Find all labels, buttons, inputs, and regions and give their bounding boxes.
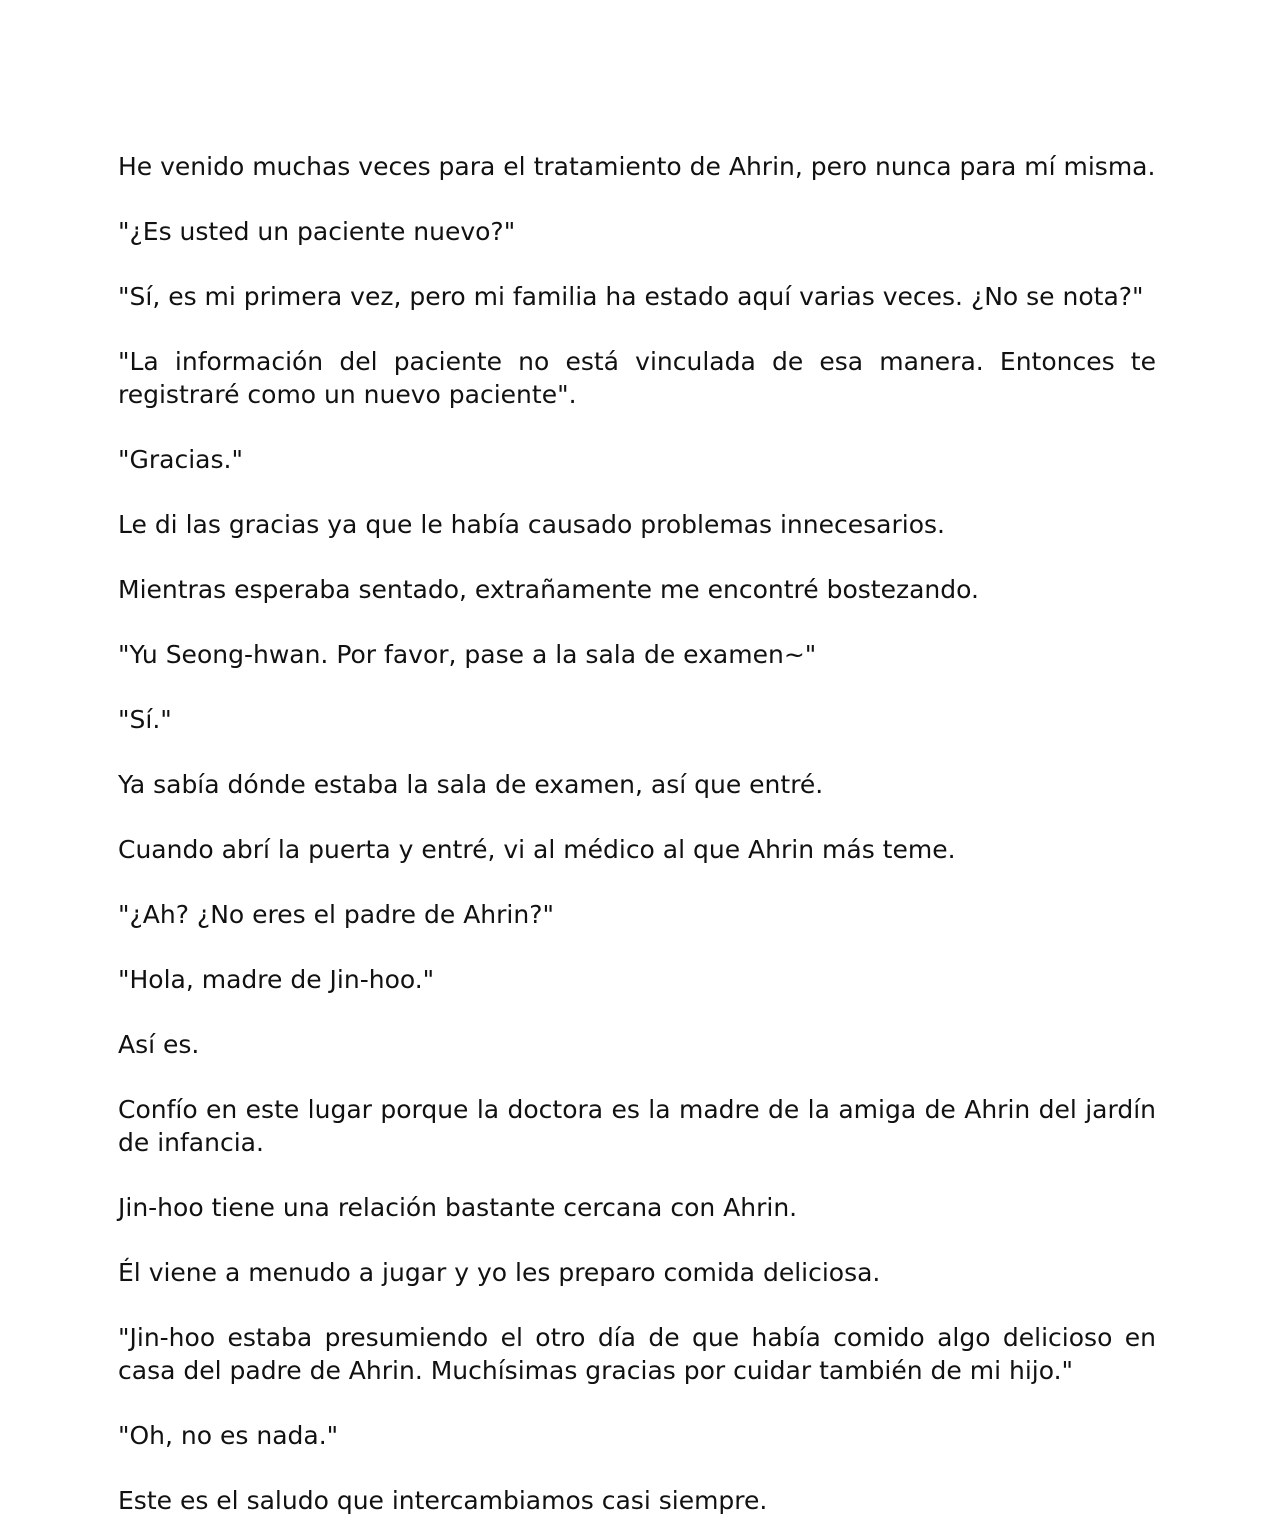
paragraph: Confío en este lugar porque la doctora es la madre de la amiga de Ahrin del jardín de infancia. <box>118 1095 1156 1157</box>
paragraph: "¿Es usted un paciente nuevo?" <box>118 217 516 246</box>
paragraph: Mientras esperaba sentado, extrañamente me encontré bostezando. <box>118 575 979 604</box>
paragraph: Este es el saludo que intercambiamos casi siempre. <box>118 1486 768 1515</box>
paragraph: "¿Ah? ¿No eres el padre de Ahrin?" <box>118 900 554 929</box>
paragraph: "Hola, madre de Jin-hoo." <box>118 965 435 994</box>
paragraph: "Oh, no es nada." <box>118 1421 339 1450</box>
paragraph: He venido muchas veces para el tratamiento de Ahrin, pero nunca para mí misma. <box>118 152 1156 181</box>
paragraph: Le di las gracias ya que le había causado problemas innecesarios. <box>118 510 945 539</box>
body-text <box>118 150 1156 1515</box>
paragraph: "Gracias." <box>118 445 243 474</box>
paragraph: "La información del paciente no está vinculada de esa manera. Entonces te registraré como un nuevo paciente". <box>118 347 1156 409</box>
paragraph: Así es. <box>118 1030 200 1059</box>
paragraph: Él viene a menudo a jugar y yo les preparo comida deliciosa. <box>118 1258 881 1287</box>
paragraph: "Sí, es mi primera vez, pero mi familia ha estado aquí varias veces. ¿No se nota?" <box>118 282 1144 311</box>
paragraph: "Jin-hoo estaba presumiendo el otro día de que había comido algo delicioso en casa del padre de Ahrin. Muchísimas gracias por cuidar también de mi hijo." <box>118 1323 1156 1385</box>
paragraph: "Yu Seong-hwan. Por favor, pase a la sala de examen~" <box>118 640 817 669</box>
paragraph: Jin-hoo tiene una relación bastante cercana con Ahrin. <box>118 1193 798 1222</box>
paragraph: Ya sabía dónde estaba la sala de examen, así que entré. <box>118 770 824 799</box>
paragraph: Cuando abrí la puerta y entré, vi al médico al que Ahrin más teme. <box>118 835 956 864</box>
paragraph: "Sí." <box>118 705 172 734</box>
